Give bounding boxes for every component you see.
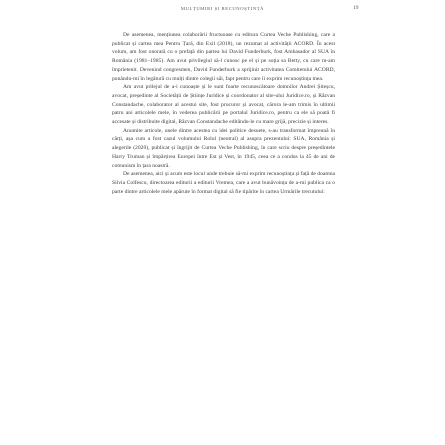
paragraph: De asemenea, aici și acum este locul unde trebuie să-mi exprim recunoștința și față de doamna Silvia Colfescu, directoarea editurii a editurii Vremea, care a avut bunăvoința de a-mi publica ca o parte dintre articolele mele apărute în format digital să fie tipărite în cartea Urmările trecutului:	[112, 171, 335, 195]
page-number: 19	[353, 5, 359, 11]
running-title: MULȚUMIRI ȘI RECUNOȘTINȚĂ	[180, 6, 265, 11]
paragraph: Anumite articole, unele dintre acestea cu idei politice desuete, s-au transformat împreună în cărți, așa cum a fost cazul volumului Rolul (neutral) al asupra prezentului: SUA, România și alegerile (2020), publicat și îngrijit de Curtea Veche Publishing, în care scriu despre președintele Harry Truman și împărțirea Europei între Est și Vest, în 1945, ceea ce a condus la 45 de ani de comunism în țara noastră.	[112, 127, 335, 169]
body-text	[112, 31, 335, 196]
paragraph: De asemenea, mențiunea colaborării fructuoase cu editura Curtea Veche Publishing, care a publicat și cartea mea Pentru Țară, din Exil (2018), un rezumat al activității ACORD. În acest volum, am fost onorată cu o prefață din partea lui David Funderburk, fost Ambasador al SUA în România (1981–1985). Am avut privilegiul să-l cunosc pe el și pe soția sa Betty, cu care m-am împrietenit. Devenind congresmen, David Funderburk a sprijinit activitatea Comitetului ACORD, punându-mi în legătură cu mulți dintre colegii săi, fapt pentru care îi exprim recunoștința mea.	[112, 32, 335, 82]
paragraph: Am avut prilejul de a-i cunoaște și le sunt foarte recunoscătoare domnilor Andrei Șiteșcu, avocat, președinte al Societății de Științe Juridice și coordonator al site-ului Juridice.ro, și Răzvan Constandache, colaborator al acestui site, fost procuror și avocat, cărora le-am trimis în ultimii patru ani articolele mele, în vederea publicării pe portalul Juridice.ro, pentru ca ele să poată fi accesate și distribuite digital, Răzvan Constandache editându-le cu mare grijă, precizie și interes.	[112, 84, 335, 126]
